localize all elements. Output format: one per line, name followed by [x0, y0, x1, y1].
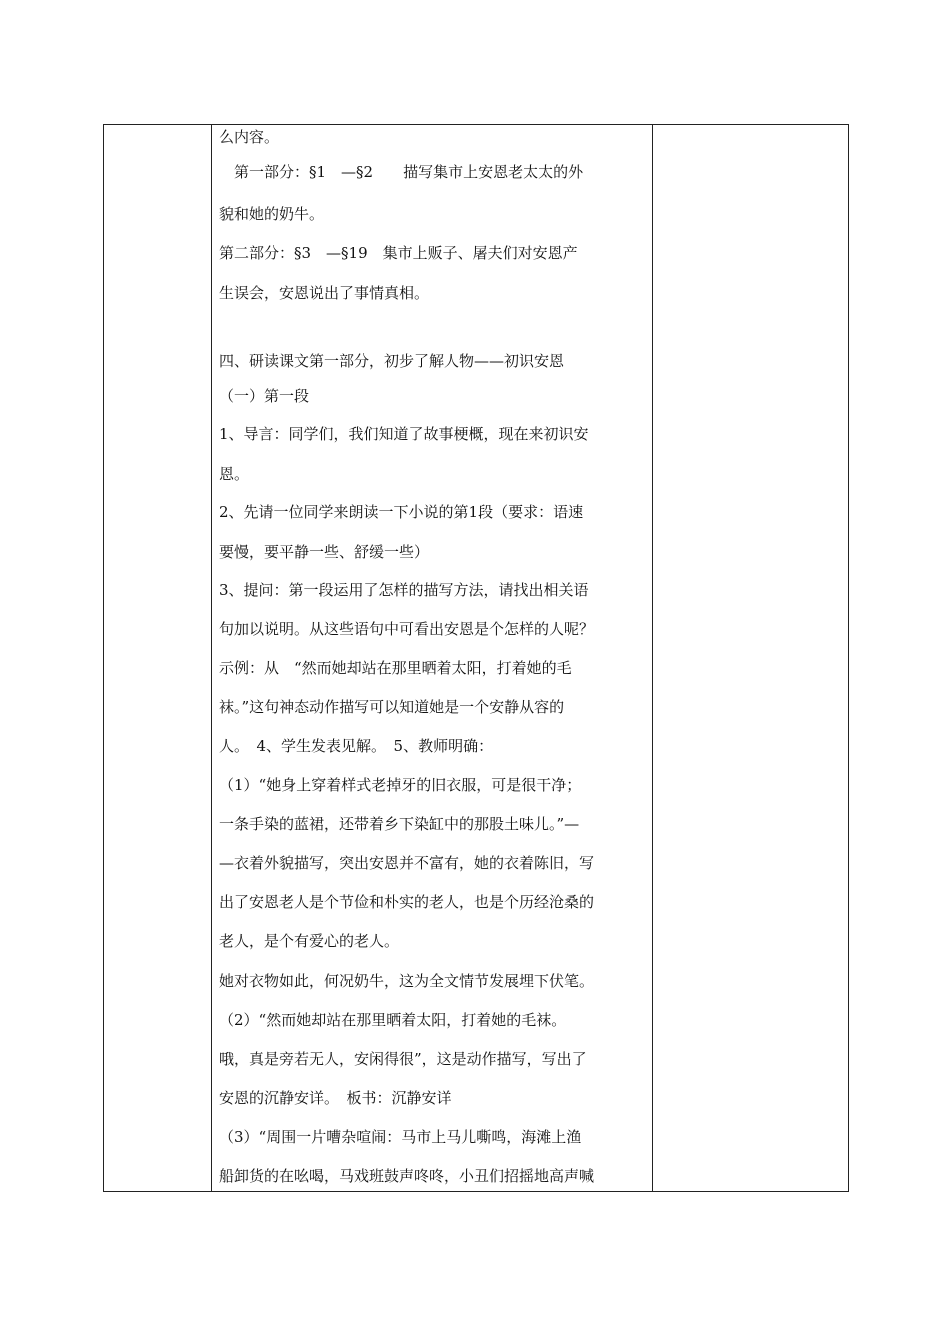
text-line: 么内容。	[219, 128, 280, 146]
table-column-divider-right	[652, 125, 653, 1191]
text-line: 出了安恩老人是个节俭和朴实的老人，也是个历经沧桑的	[219, 893, 595, 911]
text-line: 生误会，安恩说出了事情真相。	[219, 284, 430, 302]
text-line: 安恩的沉静安详。 板书：沉静安详	[219, 1089, 452, 1107]
table-column-divider-left	[211, 125, 212, 1191]
text-line: 示例：从 “然而她却站在那里晒着太阳，打着她的毛	[219, 659, 572, 677]
text-line: 貌和她的奶牛。	[219, 205, 325, 223]
text-line: 船卸货的在吆喝，马戏班鼓声咚咚，小丑们招摇地高声喊	[219, 1167, 595, 1185]
text-line: 老人，是个有爱心的老人。	[219, 932, 400, 950]
text-line: 3、提问：第一段运用了怎样的描写方法，请找出相关语	[219, 581, 589, 599]
text-line: 第二部分：§3 —§19 集市上贩子、屠夫们对安恩产	[219, 244, 578, 262]
text-line: 袜。”这句神态动作描写可以知道她是一个安静从容的	[219, 698, 565, 716]
text-line: 哦，真是旁若无人，安闲得很”，这是动作描写，写出了	[219, 1050, 587, 1068]
text-line: 1、导言：同学们，我们知道了故事梗概，现在来初识安	[219, 425, 589, 443]
text-line: 第一部分：§1 —§2 描写集市上安恩老太太的外	[219, 163, 584, 181]
section-heading: 四、研读课文第一部分，初步了解人物——初识安恩	[219, 352, 565, 370]
text-line: 人。 4、学生发表见解。 5、教师明确：	[219, 737, 494, 755]
text-line: 一条手染的蓝裙，还带着乡下染缸中的那股土味儿。”—	[219, 815, 580, 833]
text-line: （2）“然而她却站在那里晒着太阳，打着她的毛袜。	[219, 1011, 567, 1029]
text-line: 2、先请一位同学来朗读一下小说的第1段（要求：语速	[219, 503, 584, 521]
subsection-heading: （一）第一段	[219, 387, 310, 405]
text-line: 她对衣物如此，何况奶牛，这为全文情节发展埋下伏笔。	[219, 972, 595, 990]
text-line: 句加以说明。从这些语句中可看出安恩是个怎样的人呢？	[219, 620, 595, 638]
text-line: 要慢，要平静一些、舒缓一些）	[219, 543, 430, 561]
text-line: 恩。	[219, 465, 250, 483]
text-line: —衣着外貌描写，突出安恩并不富有，她的衣着陈旧，写	[219, 854, 595, 872]
text-line: （3）“周围一片嘈杂喧闹：马市上马儿嘶鸣，海滩上渔	[219, 1128, 582, 1146]
text-line: （1）“她身上穿着样式老掉牙的旧衣服，可是很干净；	[219, 776, 582, 794]
